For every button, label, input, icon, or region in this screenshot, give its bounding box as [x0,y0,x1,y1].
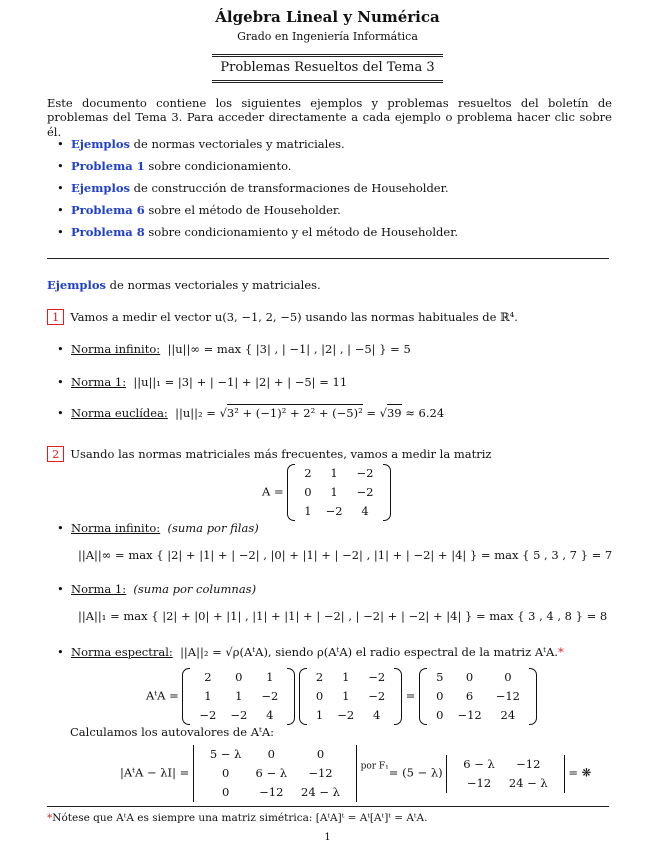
matrix-cell: −2 [337,708,355,722]
matrix-cell: 24 − λ [508,775,548,790]
matrix-cell: 0 [465,670,474,684]
matrix-cell: −12 [457,708,482,722]
matrix-cell: 6 − λ [463,756,495,771]
matrix-cell: 24 − λ [301,785,340,799]
title-rule-top [212,54,443,55]
matrix-cell: 0 [267,747,275,761]
matrix-cell: 1 [235,689,243,703]
toc-item[interactable]: • Ejemplos de construcción de transformaciones de Householder. [57,181,449,195]
page-number: 1 [324,832,331,843]
product-AtA: AᵗA = 2 0 1 1 1 −2 −2 −2 4 2 1 −2 0 1 −2 1 −2 4 = 5 0 0 0 6 −12 0 −12 24 [146,668,537,725]
matrix-cell: −12 [259,785,284,799]
matrix-cell: −2 [325,504,343,518]
footnote-marker[interactable]: * [557,645,564,659]
matrix-cell: 4 [266,708,274,722]
title-rule-bottom-2 [212,82,443,83]
ex2-spectral-norm: • Norma espectral: ||A||₂ = √ρ(AᵗA), siendo ρ(AᵗA) el radio espectral de la matriz AᵗA.* [57,645,564,659]
matrix-cell: 0 [304,485,312,499]
ex2-inf-norm-formula: ||A||∞ = max { |2| + |1| + | −2| , |0| + |1| + | −2| , |1| + | −2| + |4| } = max { 5 , 3 , 7 } = 7 [78,548,613,562]
matrix-cell: 0 [504,670,512,684]
matrix-A: A = 2 1 −2 0 1 −2 1 −2 4 [262,464,391,521]
matrix-cell: 0 [222,785,230,799]
eigen-intro: Calculamos los autovalores de AᵗA: [70,725,275,739]
matrix-cell: −2 [230,708,248,722]
toc-link[interactable]: Problema 1 [71,159,145,173]
determinant [193,745,357,802]
section-divider [47,258,609,259]
matrix-cell: 1 [330,485,338,499]
matrix [299,668,402,725]
matrix-cell: 0 [436,689,444,703]
matrix-cell: 0 [222,766,230,780]
matrix-cell: −2 [261,689,279,703]
matrix-cell: −12 [495,689,520,703]
matrix [182,668,295,725]
ex1-inf-norm: • Norma infinito: ||u||∞ = max { |3| , | −1| , |2| , | −5| } = 5 [57,342,411,356]
matrix-cell: −2 [368,689,386,703]
toc-item[interactable]: • Problema 8 sobre condicionamiento y el método de Householder. [57,225,459,239]
matrix-cell: 6 [465,689,474,703]
example-1-statement: 1 Vamos a medir el vector u(3, −1, 2, −5) usando las normas habituales de ℝ⁴. [47,309,518,325]
matrix-cell: 1 [342,670,350,684]
example-2-statement: 2 Usando las normas matriciales más frecuentes, vamos a medir la matriz [47,446,491,462]
matrix-cell: 5 − λ [209,747,242,761]
matrix-cell: −2 [368,670,386,684]
toc-item[interactable]: • Ejemplos de normas vectoriales y matriciales. [57,137,345,151]
matrix-cell: 0 [436,708,444,722]
matrix-cell: 2 [304,466,312,480]
section-link[interactable]: Ejemplos [47,278,106,292]
footnote: *Nótese que AᵗA es siempre una matriz simétrica: [AᵗA]ᵗ = Aᵗ[Aᵗ]ᵗ = AᵗA. [47,812,428,824]
matrix-cell: −12 [466,775,492,790]
document-title: Álgebra Lineal y Numérica [215,8,440,26]
matrix-cell: 1 [204,689,212,703]
matrix-cell: 4 [373,708,381,722]
matrix-cell: −2 [356,485,374,499]
matrix [419,668,537,725]
matrix [287,464,390,521]
box-title: Problemas Resueltos del Tema 3 [220,60,435,75]
matrix-cell: 4 [361,504,369,518]
footnote-divider [47,806,609,807]
matrix-cell: 1 [315,708,324,722]
toc-item[interactable]: • Problema 1 sobre condicionamiento. [57,159,292,173]
matrix-cell: 6 − λ [255,766,288,780]
toc-link[interactable]: Ejemplos [71,181,130,195]
matrix-cell: 2 [315,670,324,684]
example-number-badge: 2 [47,446,64,462]
matrix-cell: −12 [308,766,333,780]
title-rule-top-2 [212,56,443,57]
ex1-one-norm: • Norma 1: ||u||₁ = |3| + | −1| + |2| + | −5| = 11 [57,375,348,389]
matrix-cell: 1 [342,689,350,703]
matrix-cell: −2 [199,708,217,722]
ex1-euclidean-norm: • Norma euclídea: ||u||₂ = √3² + (−1)² + 2² + (−5)² = √39 ≈ 6.24 [57,406,445,420]
toc-link[interactable]: Problema 8 [71,225,145,239]
intro-paragraph: Este documento contiene los siguientes ejemplos y problemas resueltos del boletín de problemas del Tema 3. Para acceder directamente a cada ejemplo o problema hacer clic sobre él. [47,96,612,139]
section-heading: Ejemplos de normas vectoriales y matriciales. [47,278,321,292]
matrix-cell: 0 [316,747,325,761]
toc-link[interactable]: Problema 6 [71,203,145,217]
determinant-equation: |AᵗA − λI| = 5 − λ 0 0 0 6 − λ −12 0 −12 24 − λ $^{por F_1}$= (5 − λ) 6 − λ −12 −12 24 − λ = ❋ [120,745,591,802]
matrix-cell: 1 [330,466,338,480]
matrix-cell: −2 [356,466,374,480]
matrix-cell: 0 [235,670,243,684]
document-subtitle: Grado en Ingeniería Informática [237,30,418,43]
matrix-cell: 1 [266,670,274,684]
toc-list [57,137,458,247]
matrix-cell: 5 [436,670,444,684]
matrix-cell: 24 [500,708,516,722]
matrix-cell: 1 [304,504,312,518]
matrix-cell: 2 [204,670,212,684]
toc-item[interactable]: • Problema 6 sobre el método de Householder. [57,203,341,217]
determinant [446,755,564,793]
matrix-cell: −12 [516,756,541,771]
ex2-one-norm-label: • Norma 1: (suma por columnas) [57,582,257,596]
example-number-badge: 1 [47,309,64,325]
toc-link[interactable]: Ejemplos [71,137,130,151]
matrix-cell: 0 [315,689,324,703]
title-rule-bottom [212,80,443,81]
ex2-one-norm-formula: ||A||₁ = max { |2| + |0| + |1| , |1| + |1| + | −2| , | −2| + | −2| + |4| } = max { 3 , 4 , 8 } = 8 [78,609,608,623]
ex2-inf-norm-label: • Norma infinito: (suma por filas) [57,521,259,535]
